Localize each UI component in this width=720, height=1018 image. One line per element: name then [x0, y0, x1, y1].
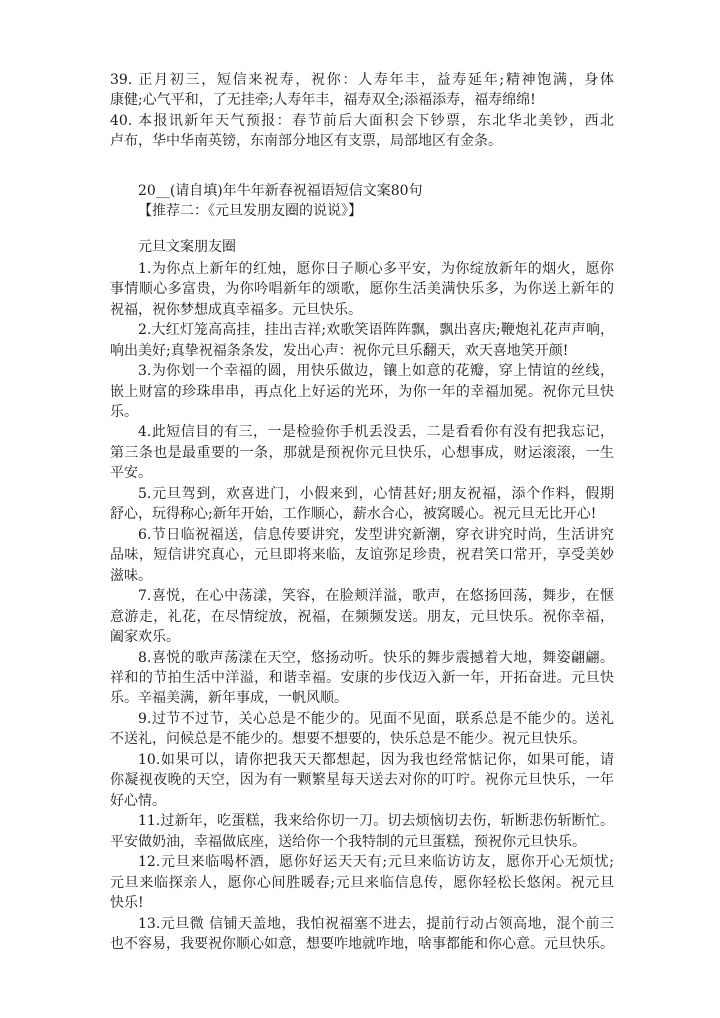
item-9-line-1: 9.过节不过节，关心总是不能少的。见面不见面，联系总是不能少的。送礼 — [138, 710, 614, 727]
item-5-line-1: 5.元旦驾到，欢喜进门，小假来到，心情甚好;朋友祝福，添个作料，假期 — [138, 485, 614, 502]
doc-title: 20__(请自填)年牛年新春祝福语短信文案80句 — [138, 182, 423, 199]
item-3-line-2: 嵌上财富的珍珠串串，再点化上好运的光环，为你一年的幸福加冕。祝你元旦快 — [110, 383, 614, 400]
item-2-line-1: 2.大红灯笼高高挂，挂出吉祥;欢歌笑语阵阵飘，飘出喜庆;鞭炮礼花声声响， — [138, 322, 614, 339]
item-13-line-2: 也不容易，我要祝你顺心如意，想要咋地就咋地，啥事都能和你心意。元旦快乐。 — [110, 935, 614, 952]
item-6-line-2: 品味，短信讲究真心，元旦即将来临，友谊弥足珍贵，祝君笑口常开，享受美妙 — [110, 547, 614, 564]
item-7-line-1: 7.喜悦，在心中荡漾，笑容，在脸颊洋溢，歌声，在悠扬回荡，舞步，在惬 — [138, 588, 614, 605]
item-7-line-2: 意游走，礼花，在尽情绽放，祝福，在频频发送。朋友，元旦快乐。祝你幸福， — [110, 608, 614, 625]
item-39-line-1: 39. 正月初三，短信来祝寿，祝你：人寿年丰，益寿延年;精神饱满，身体 — [110, 72, 614, 88]
item-1-line-3: 祝福，祝你梦想成真幸福多。元旦快乐。 — [110, 301, 362, 318]
item-39-line-2: 康健;心气平和，了无挂牵;人寿年丰，福寿双全;添福添寿，福寿绵绵! — [110, 92, 536, 109]
item-40-line-1: 40. 本报讯新年天气预报：春节前后大面积会下钞票，东北华北美钞，西北 — [110, 112, 614, 129]
section-title: 元旦文案朋友圈 — [138, 239, 236, 256]
item-1-line-1: 1.为你点上新年的红烛，愿你日子顺心多平安，为你绽放新年的烟火，愿你 — [138, 260, 614, 277]
item-4-line-1: 4.此短信目的有三，一是检验你手机丢没丢，二是看看你有没有把我忘记， — [138, 424, 614, 441]
item-10-line-2: 你凝视夜晚的天空，因为有一颗繁星每天送去对你的叮咛。祝你元旦快乐，一年 — [110, 772, 614, 789]
item-12-line-2: 元旦来临探亲人，愿你心间胜暖春;元旦来临信息传，愿你轻松长悠闲。祝元旦 — [110, 874, 614, 891]
item-4-line-3: 平安。 — [110, 465, 152, 482]
item-8-line-2: 祥和的节拍生活中洋溢，和谐幸福。安康的步伐迈入新一年，开拓奋进。元旦快 — [110, 669, 614, 686]
item-10-line-3: 好心情。 — [110, 792, 166, 809]
item-12-line-3: 快乐! — [110, 895, 144, 912]
item-3-line-1: 3.为你划一个幸福的圆，用快乐做边，镶上如意的花瓣，穿上情谊的丝线， — [138, 363, 614, 380]
item-1-line-2: 事情顺心多富贵，为你吟唱新年的颂歌，愿你生活美满快乐多，为你送上新年的 — [110, 281, 614, 298]
item-6-line-3: 滋味。 — [110, 567, 152, 584]
item-5-line-2: 舒心，玩得称心;新年开始，工作顺心，薪水合心，被窝暖心。祝元旦无比开心! — [110, 506, 597, 523]
item-7-line-3: 阖家欢乐。 — [110, 629, 180, 646]
item-8-line-1: 8.喜悦的歌声荡漾在天空，悠扬动听。快乐的舞步震撼着大地，舞姿翩翩。 — [138, 649, 614, 666]
item-2-line-2: 响出美好;真挚祝福条条发，发出心声：祝你元旦乐翻天，欢天喜地笑开颜! — [110, 342, 569, 359]
item-40-line-2: 卢布，华中华南英镑，东南部分地区有支票，局部地区有金条。 — [110, 133, 502, 150]
item-6-line-1: 6.节日临祝福送，信息传要讲究，发型讲究新潮，穿衣讲究时尚，生活讲究 — [138, 526, 614, 543]
item-12-line-1: 12.元旦来临喝杯酒，愿你好运天天有;元旦来临访访友，愿你开心无烦忧; — [138, 854, 614, 871]
item-10-line-1: 10.如果可以，请你把我天天都想起，因为我也经常惦记你，如果可能，请 — [138, 751, 614, 768]
recommend-heading: 【推荐二：《元旦发朋友圈的说说》】 — [138, 203, 362, 220]
item-3-line-3: 乐。 — [110, 404, 138, 420]
item-8-line-3: 乐。辛福美满，新年事成，一帆风顺。 — [110, 690, 348, 707]
item-11-line-2: 平安做奶油，幸福做底座，送给你一个我特制的元旦蛋糕，预祝你元旦快乐。 — [110, 833, 586, 850]
item-4-line-2: 第三条也是最重要的一条，那就是预祝你元旦快乐，心想事成，财运滚滚，一生 — [110, 444, 614, 461]
item-13-line-1: 13.元旦微 信铺天盖地，我怕祝福塞不进去，提前行动占领高地，混个前三 — [138, 915, 614, 932]
item-11-line-1: 11.过新年，吃蛋糕，我来给你切一刀。切去烦恼切去伤，斩断悲伤斩断忙。 — [138, 813, 614, 830]
item-9-line-2: 不送礼，问候总是不能少的。想要不想要的，快乐总是不能少。祝元旦快乐。 — [110, 731, 586, 748]
